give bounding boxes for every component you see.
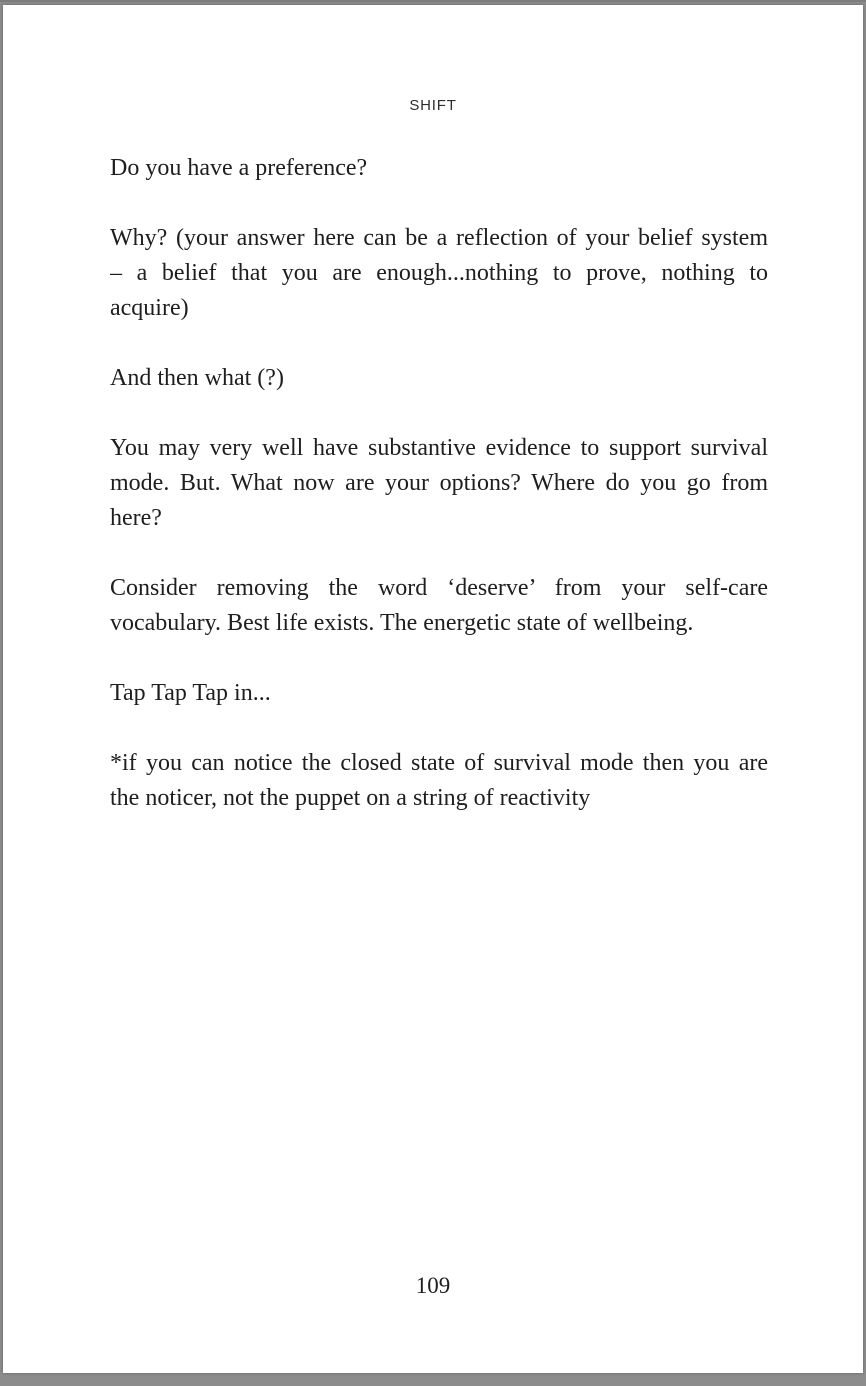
- text-line: the noticer, not the puppet on a string of reactivity: [110, 785, 591, 811]
- text-line: mode. But. What now are your options? Where do you go from: [110, 470, 768, 496]
- paragraph: [110, 676, 768, 711]
- page-body: [110, 151, 768, 816]
- text-line: acquire): [110, 295, 189, 321]
- text-line: Why? (your answer here can be a reflection of your belief system: [110, 225, 768, 251]
- text-line: And then what (?): [110, 365, 284, 391]
- paragraph: [110, 571, 768, 641]
- text-line: vocabulary. Best life exists. The energetic state of wellbeing.: [110, 610, 694, 636]
- frame-top-edge: [0, 0, 866, 2]
- book-page: [3, 5, 863, 1373]
- paragraph: [110, 151, 768, 186]
- paragraph: [110, 361, 768, 396]
- paragraph: [110, 221, 768, 326]
- paragraph: [110, 746, 768, 816]
- text-line: – a belief that you are enough...nothing to prove, nothing to: [110, 260, 768, 286]
- text-line: here?: [110, 505, 162, 531]
- text-line: Tap Tap Tap in...: [110, 680, 271, 706]
- running-header: SHIFT: [409, 97, 457, 114]
- text-line: Consider removing the word ‘deserve’ from your self-care: [110, 575, 768, 601]
- text-line: You may very well have substantive evidence to support survival: [110, 435, 768, 461]
- page-number: 109: [415, 1273, 451, 1298]
- paragraph: [110, 431, 768, 536]
- text-line: *if you can notice the closed state of survival mode then you are: [110, 750, 768, 776]
- text-line: Do you have a preference?: [110, 155, 368, 181]
